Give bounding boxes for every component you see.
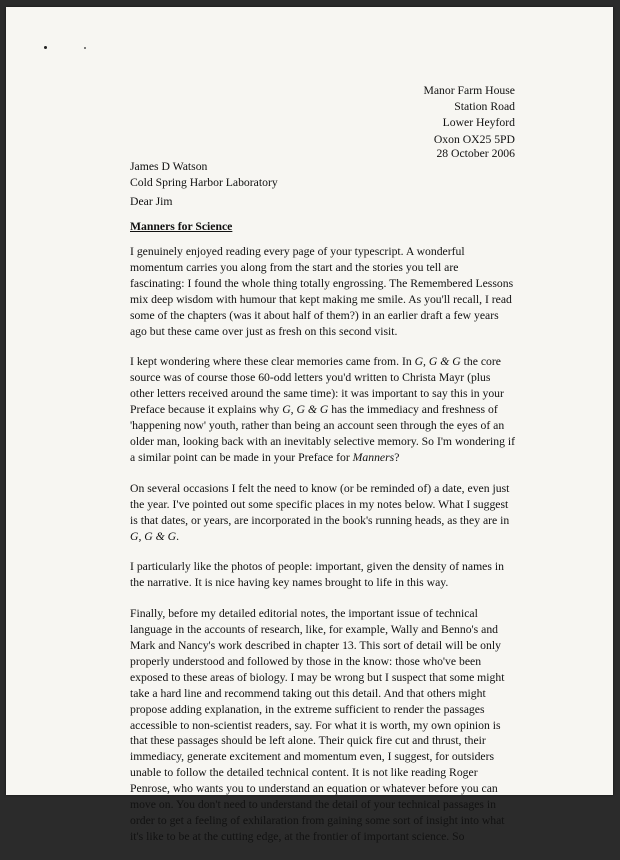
punch-mark <box>44 46 47 49</box>
text-run: . <box>176 529 180 543</box>
paragraph <box>130 354 515 465</box>
letter-page <box>6 7 613 843</box>
salutation: Dear Jim <box>130 195 173 208</box>
address-line: Station Road <box>454 100 515 114</box>
text-run: has the immediacy and freshness of 'happening now' youth, rather than being an account seen through the eyes of an older man, looking back with an inevitably selective memory. So I'm wondering if a similar point can be made in your Preface for <box>130 403 515 464</box>
book-title: Manners <box>352 450 395 464</box>
book-title: G, G & G <box>130 529 177 543</box>
book-title: G, G & G <box>414 355 461 369</box>
book-title: G, G & G <box>282 403 329 417</box>
letter-date: 28 October 2006 <box>436 147 515 160</box>
sender-address <box>423 83 515 148</box>
paragraph: I genuinely enjoyed reading every page of your typescript. A wonderful momentum carries you along from the start and the stories you tell are fascinating: I found the whole thing totally engrossing. The Remembered Lessons mix deep wisdom with humour that kept making me smile. As you'll recall, I read some of the chapters (was it about half of them?) in an earlier draft a few years ago but these came over just as fresh on this second visit. <box>130 245 514 338</box>
letter-paragraphs <box>130 244 515 860</box>
paragraph <box>130 481 515 545</box>
text-run: the core source was of course those 60-odd letters you'd written to Christa Mayr (plus other letters received around the same time): it was important to say this in your Preface because it explains why <box>130 355 504 417</box>
address-line: Manor Farm House <box>423 84 515 97</box>
paragraph: I particularly like the photos of people: important, given the density of names in the narrative. It is nice having key names brought to life in this way. <box>130 560 504 590</box>
address-line: Lower Heyford <box>442 116 515 130</box>
recipient-block <box>130 159 278 191</box>
text-run: I kept wondering where these clear memories came from. In <box>130 355 415 369</box>
text-run: ? <box>394 450 400 464</box>
address-line: Oxon OX25 5PD <box>433 132 515 146</box>
speck-mark <box>84 47 86 49</box>
text-run: On several occasions I felt the need to know (or be reminded of) a date, even just the year. I've pointed out some specific places in my notes below. What I suggest is that dates, or years, are incorporated in the book's running heads, as they are in <box>130 481 510 527</box>
letter-subject: Manners for Science <box>130 220 233 233</box>
paragraph: Finally, before my detailed editorial notes, the important issue of technical language in the accounts of research, like, for example, Wally and Benno's and Mark and Nancy's work described in chapter 13. This sort of detail will be only properly understood and followed by those in the know: those who've been exposed to these areas of biology. I may be wrong but I suspect that some might take a hard line and recommend taking out this detail. And that others might propose adding explanation, in the extreme sufficient to render the passages accessible to non-scientist readers, say. For what it is worth, my own opinion is that these passages should be left alone. Their quick fire cut and thrust, their immediacy, generate excitement and momentum even, I suggest, for outsiders unable to follow the detailed technical content. It is not like reading Roger Penrose, who wants you to understand an equation or whatever before you can move on. You don't need to understand the detail of your technical passages in order to get a feeling of exhilaration from gaining some sort of insight into what it's like to be at the cutting edge, at the frontier of important science. So <box>130 607 505 843</box>
recipient-name: James D Watson <box>130 160 208 173</box>
recipient-organization: Cold Spring Harbor Laboratory <box>130 176 278 189</box>
